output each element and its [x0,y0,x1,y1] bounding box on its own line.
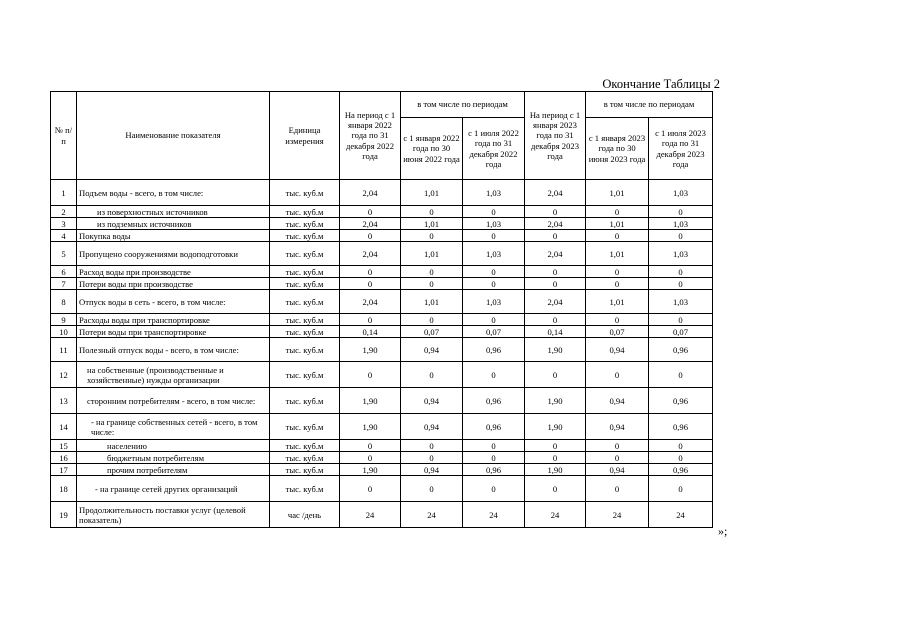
value-cell: 0 [401,278,463,290]
unit-cell: тыс. куб.м [270,180,340,206]
table-row [51,440,713,452]
value-cell: 0,96 [463,464,525,476]
value-cell: 1,90 [340,388,401,414]
row-number: 6 [51,266,77,278]
indicator-name: Потери воды при производстве [77,278,270,290]
unit-cell: тыс. куб.м [270,278,340,290]
value-cell: 0 [401,230,463,242]
value-cell: 0 [463,440,525,452]
header-incl-2022: в том числе по периодам [401,92,525,118]
table-caption: Окончание Таблицы 2 [602,77,720,91]
row-number: 5 [51,242,77,266]
header-unit: Единица измерения [270,92,340,180]
table-row [51,362,713,388]
value-cell: 0,94 [586,388,649,414]
table-row [51,388,713,414]
value-cell: 24 [463,502,525,528]
indicator-name: Подъем воды - всего, в том числе: [77,180,270,206]
value-cell: 1,01 [586,180,649,206]
unit-cell: тыс. куб.м [270,440,340,452]
value-cell: 1,90 [340,414,401,440]
value-cell: 0 [340,278,401,290]
value-cell: 1,03 [463,290,525,314]
value-cell: 0,96 [649,414,713,440]
value-cell: 0,96 [649,388,713,414]
value-cell: 0 [649,206,713,218]
value-cell: 1,01 [401,218,463,230]
unit-cell: тыс. куб.м [270,266,340,278]
value-cell: 1,03 [463,218,525,230]
indicator-name: Расход воды при производстве [77,266,270,278]
row-number: 19 [51,502,77,528]
value-cell: 0,96 [649,464,713,476]
unit-cell: тыс. куб.м [270,242,340,266]
value-cell: 0 [525,266,586,278]
value-cell: 1,90 [525,338,586,362]
value-cell: 0 [340,206,401,218]
value-cell: 0 [340,314,401,326]
indicator-name: Пропущено сооружениями водоподготовки [77,242,270,266]
header-h2-2023: с 1 июля 2023 года по 31 декабря 2023 года [649,118,713,180]
value-cell: 0 [340,266,401,278]
table-row [51,206,713,218]
value-cell: 24 [525,502,586,528]
value-cell: 0 [401,314,463,326]
value-cell: 0 [649,278,713,290]
table-row [51,314,713,326]
value-cell: 0 [463,314,525,326]
indicator-name: сторонним потребителям - всего, в том числе: [77,388,270,414]
value-cell: 0 [586,230,649,242]
value-cell: 0 [525,362,586,388]
value-cell: 1,03 [649,242,713,266]
value-cell: 1,90 [340,464,401,476]
row-number: 18 [51,476,77,502]
value-cell: 1,03 [463,242,525,266]
value-cell: 1,01 [586,218,649,230]
value-cell: 24 [586,502,649,528]
value-cell: 0,96 [649,338,713,362]
indicator-name: - на границе собственных сетей - всего, в том числе: [77,414,270,440]
header-h1-2022: с 1 января 2022 года по 30 июня 2022 года [401,118,463,180]
value-cell: 1,90 [525,414,586,440]
header-period-2022: На период с 1 января 2022 года по 31 декабря 2022 года [340,92,401,180]
value-cell: 0,14 [525,326,586,338]
value-cell: 24 [649,502,713,528]
table-row [51,290,713,314]
header-h2-2022: с 1 июля 2022 года по 31 декабря 2022 года [463,118,525,180]
unit-cell: тыс. куб.м [270,230,340,242]
table-row [51,242,713,266]
value-cell: 0 [525,314,586,326]
value-cell: 0 [649,476,713,502]
value-cell: 0 [401,452,463,464]
value-cell: 0 [340,230,401,242]
value-cell: 0 [401,476,463,502]
value-cell: 0 [649,362,713,388]
value-cell: 0 [525,440,586,452]
unit-cell: тыс. куб.м [270,218,340,230]
value-cell: 1,90 [525,464,586,476]
value-cell: 0 [586,266,649,278]
value-cell: 2,04 [525,290,586,314]
unit-cell: тыс. куб.м [270,414,340,440]
unit-cell: тыс. куб.м [270,326,340,338]
value-cell: 0 [340,476,401,502]
row-number: 17 [51,464,77,476]
value-cell: 0 [340,452,401,464]
value-cell: 0 [525,476,586,502]
value-cell: 1,03 [649,290,713,314]
value-cell: 0 [401,266,463,278]
value-cell: 0,07 [649,326,713,338]
row-number: 14 [51,414,77,440]
row-number: 7 [51,278,77,290]
value-cell: 0 [463,266,525,278]
value-cell: 0 [649,440,713,452]
value-cell: 0 [649,266,713,278]
header-period-2023: На период с 1 января 2023 года по 31 декабря 2023 года [525,92,586,180]
value-cell: 0 [463,452,525,464]
value-cell: 2,04 [340,218,401,230]
table-row [51,414,713,440]
indicator-name: на собственные (производственные и хозяйственные) нужды организации [77,362,270,388]
unit-cell: тыс. куб.м [270,452,340,464]
value-cell: 2,04 [525,218,586,230]
value-cell: 24 [340,502,401,528]
value-cell: 0 [525,230,586,242]
value-cell: 0,96 [463,338,525,362]
value-cell: 1,03 [649,218,713,230]
value-cell: 2,04 [340,242,401,266]
unit-cell: тыс. куб.м [270,206,340,218]
value-cell: 0 [649,230,713,242]
header-h1-2023: с 1 января 2023 года по 30 июня 2023 года [586,118,649,180]
row-number: 13 [51,388,77,414]
value-cell: 0,94 [401,464,463,476]
value-cell: 0 [463,230,525,242]
table-row [51,476,713,502]
value-cell: 1,01 [401,180,463,206]
table-row [51,338,713,362]
value-cell: 2,04 [525,242,586,266]
value-cell: 0,07 [586,326,649,338]
value-cell: 0 [463,206,525,218]
closing-quote: »; [718,524,728,538]
indicator-name: из поверхностных источников [77,206,270,218]
value-cell: 0 [586,278,649,290]
header-incl-2023: в том числе по периодам [586,92,713,118]
table-row [51,180,713,206]
row-number: 12 [51,362,77,388]
value-cell: 1,01 [586,242,649,266]
value-cell: 1,01 [586,290,649,314]
indicator-name: бюджетным потребителям [77,452,270,464]
table-row [51,266,713,278]
row-number: 2 [51,206,77,218]
value-cell: 2,04 [525,180,586,206]
unit-cell: тыс. куб.м [270,290,340,314]
value-cell: 0,94 [586,464,649,476]
value-cell: 0,14 [340,326,401,338]
value-cell: 1,01 [401,290,463,314]
value-cell: 0 [525,278,586,290]
value-cell: 0 [401,440,463,452]
value-cell: 0 [586,362,649,388]
unit-cell: тыс. куб.м [270,338,340,362]
value-cell: 0,96 [463,388,525,414]
value-cell: 0 [586,440,649,452]
value-cell: 0 [525,206,586,218]
header-num: № п/п [51,92,77,180]
indicator-name: из подземных источников [77,218,270,230]
value-cell: 0 [463,476,525,502]
unit-cell: час /день [270,502,340,528]
value-cell: 0 [401,362,463,388]
value-cell: 0 [586,206,649,218]
indicator-name: Отпуск воды в сеть - всего, в том числе: [77,290,270,314]
row-number: 16 [51,452,77,464]
value-cell: 24 [401,502,463,528]
value-cell: 0,94 [586,414,649,440]
table-row [51,452,713,464]
row-number: 9 [51,314,77,326]
indicator-name: Продолжительность поставки услуг (целевой показатель) [77,502,270,528]
unit-cell: тыс. куб.м [270,476,340,502]
row-number: 15 [51,440,77,452]
value-cell: 1,01 [401,242,463,266]
value-cell: 0 [463,278,525,290]
value-cell: 0,94 [401,338,463,362]
value-cell: 0 [463,362,525,388]
value-cell: 2,04 [340,180,401,206]
value-cell: 0 [401,206,463,218]
unit-cell: тыс. куб.м [270,388,340,414]
indicator-name: прочим потребителям [77,464,270,476]
header-name: Наименование показателя [77,92,270,180]
value-cell: 0,94 [401,414,463,440]
value-cell: 0 [340,440,401,452]
value-cell: 1,03 [649,180,713,206]
table-row [51,278,713,290]
indicator-name: Полезный отпуск воды - всего, в том числе: [77,338,270,362]
value-cell: 1,90 [340,338,401,362]
table-row [51,230,713,242]
table-row [51,464,713,476]
value-cell: 0 [525,452,586,464]
value-cell: 0 [649,452,713,464]
row-number: 11 [51,338,77,362]
value-cell: 2,04 [340,290,401,314]
indicator-name: - на границе сетей других организаций [77,476,270,502]
unit-cell: тыс. куб.м [270,362,340,388]
row-number: 8 [51,290,77,314]
indicator-name: Покупка воды [77,230,270,242]
unit-cell: тыс. куб.м [270,464,340,476]
table-row [51,502,713,528]
value-cell: 1,03 [463,180,525,206]
value-cell: 0 [586,452,649,464]
row-number: 3 [51,218,77,230]
value-cell: 0,07 [463,326,525,338]
table-row [51,218,713,230]
indicator-name: населению [77,440,270,452]
value-cell: 0,94 [401,388,463,414]
unit-cell: тыс. куб.м [270,314,340,326]
value-cell: 0 [586,314,649,326]
value-cell: 0 [649,314,713,326]
value-cell: 0 [586,476,649,502]
value-cell: 0,07 [401,326,463,338]
table-row [51,326,713,338]
indicator-name: Потери воды при транспортировке [77,326,270,338]
indicator-name: Расходы воды при транспортировке [77,314,270,326]
value-cell: 0 [340,362,401,388]
value-cell: 0,94 [586,338,649,362]
value-cell: 0,96 [463,414,525,440]
row-number: 4 [51,230,77,242]
row-number: 10 [51,326,77,338]
value-cell: 1,90 [525,388,586,414]
data-table [50,91,713,528]
row-number: 1 [51,180,77,206]
